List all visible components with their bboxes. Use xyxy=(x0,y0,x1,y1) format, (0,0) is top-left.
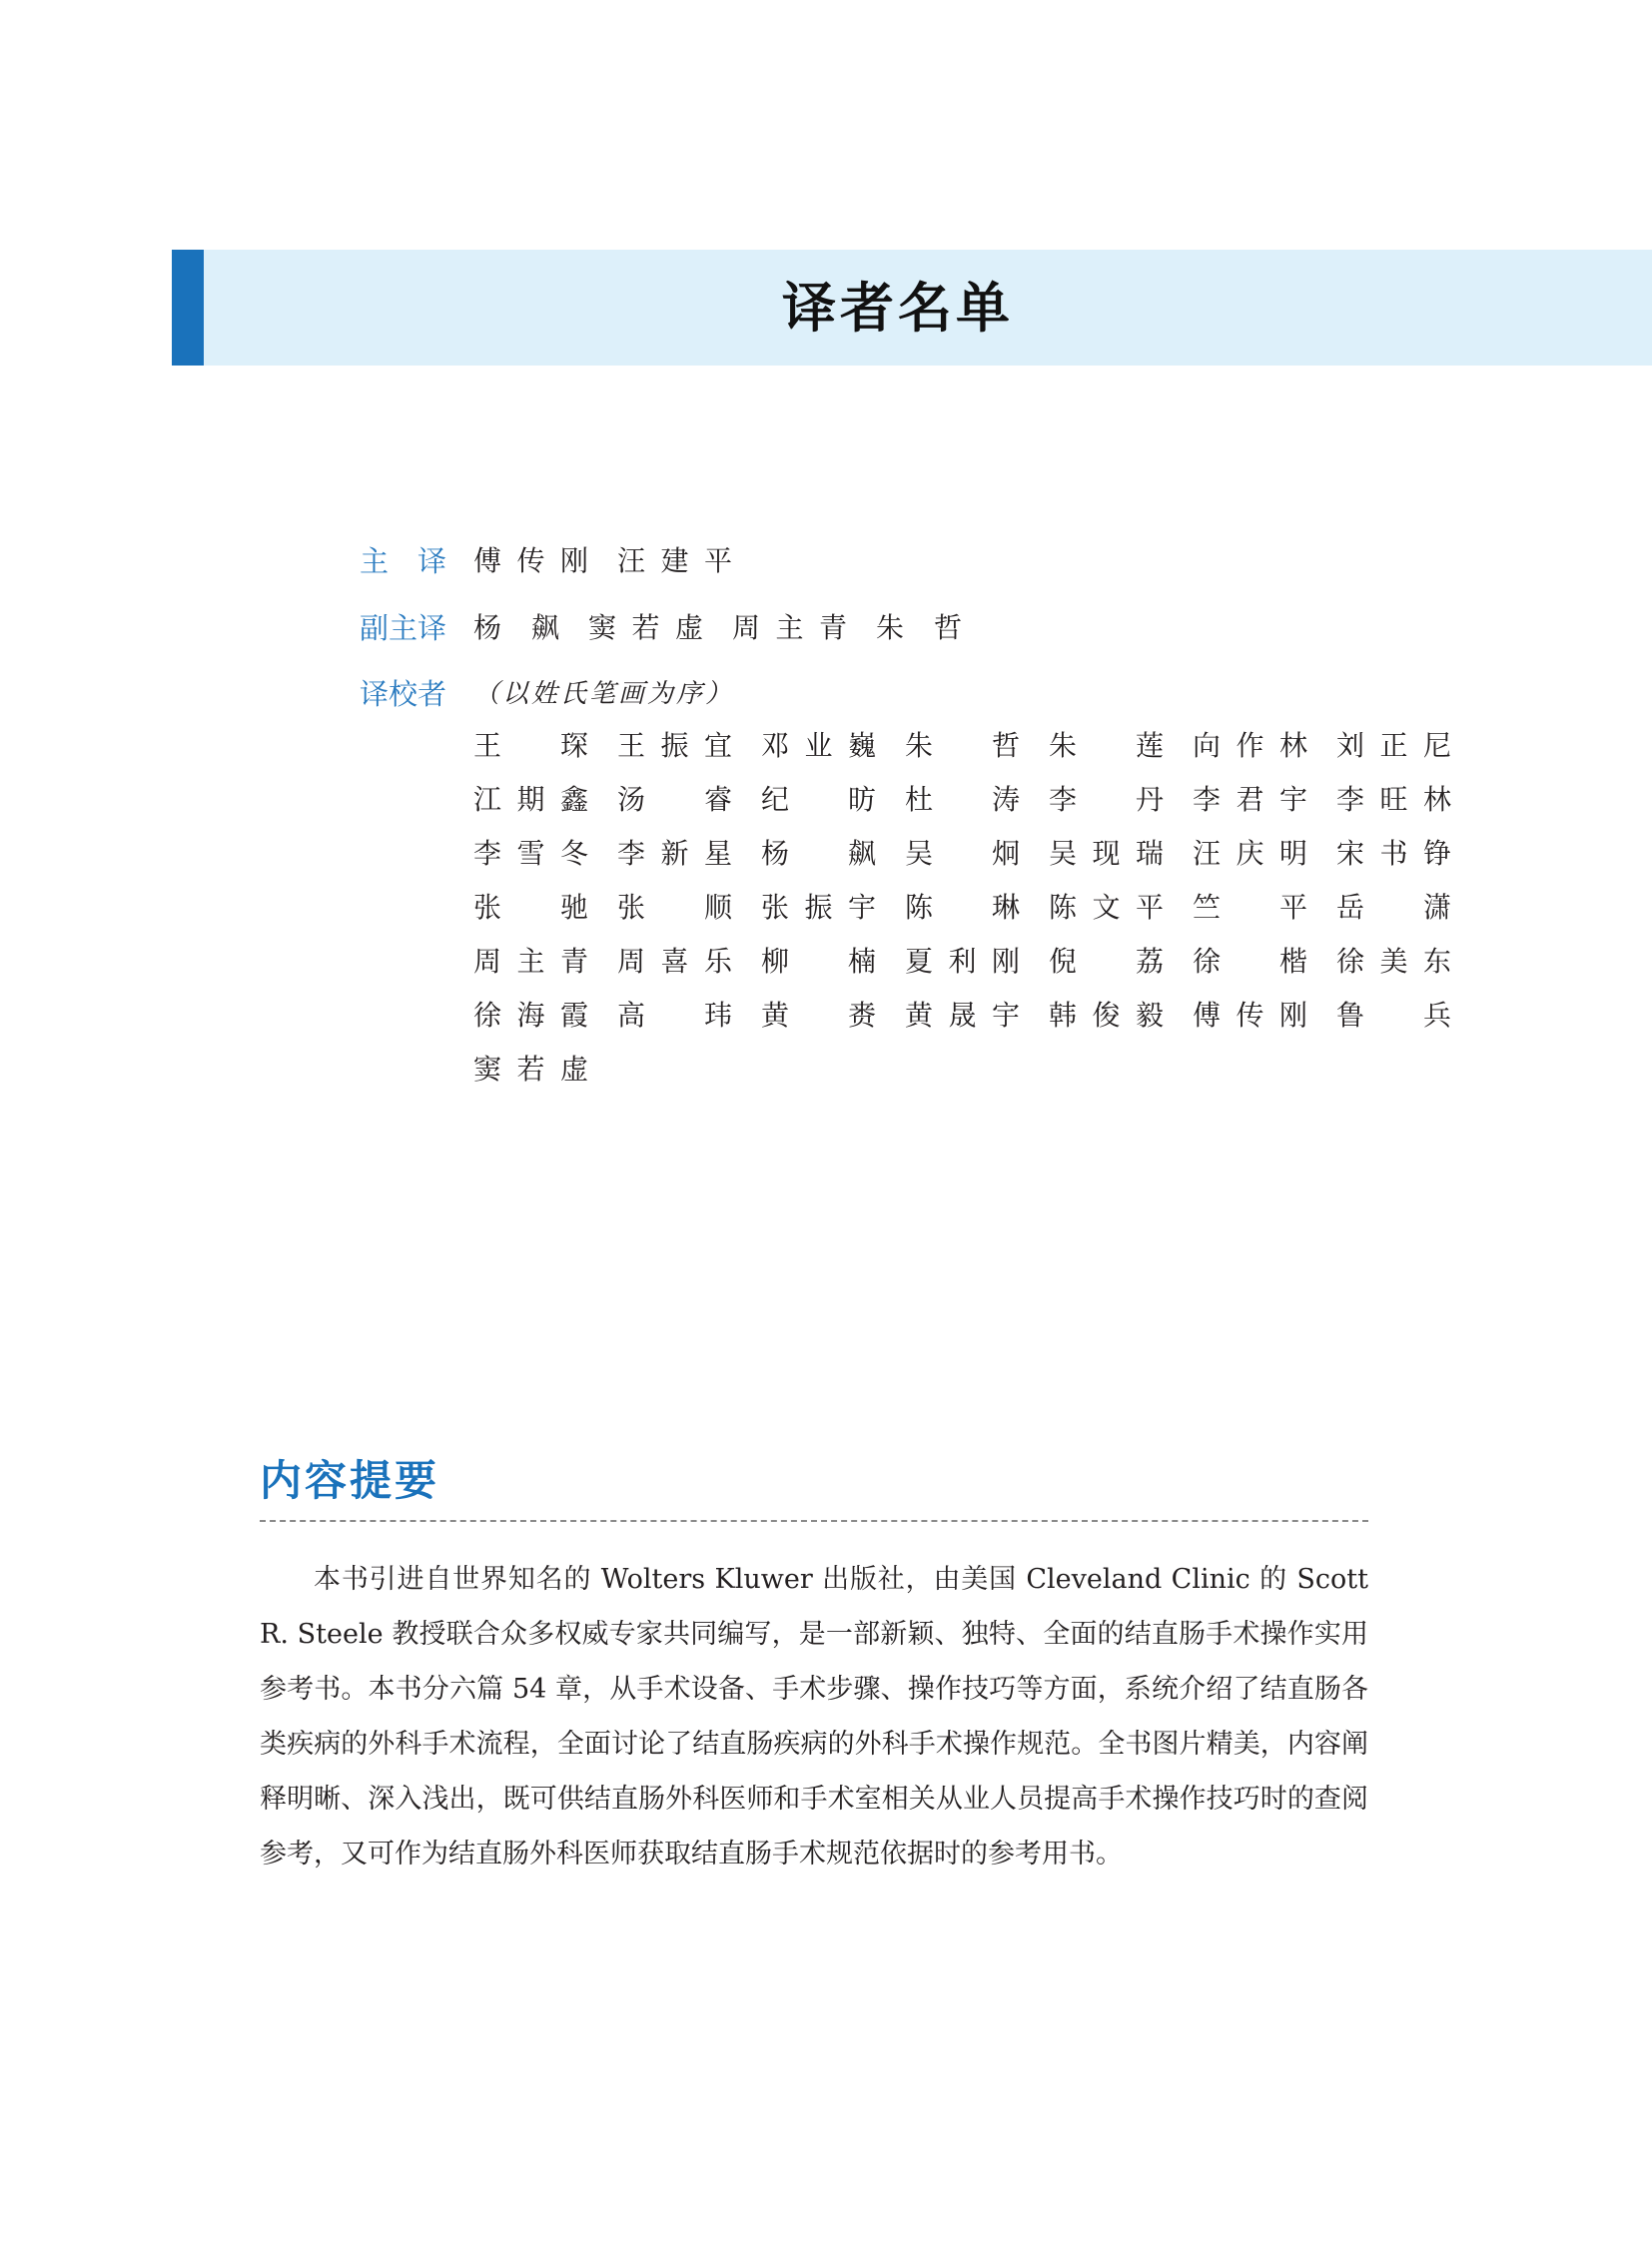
proofreader-name: 张 驰 xyxy=(473,891,588,924)
proofreader-name: 宋书铮 xyxy=(1336,837,1451,870)
proofreader-name: 朱 哲 xyxy=(905,729,1020,762)
proofreader-name: 杨 飙 xyxy=(761,837,876,870)
translator-name: 汪建平 xyxy=(617,544,732,577)
proofreader-name: 黄 赉 xyxy=(761,999,876,1032)
deputy-translator-names xyxy=(473,610,962,646)
title-accent-bar xyxy=(172,250,204,366)
proofreader-name: 徐 楷 xyxy=(1193,945,1307,978)
proofreader-row xyxy=(473,998,1451,1034)
proofreader-name: 朱 莲 xyxy=(1049,729,1164,762)
translator-name: 杨 飙 xyxy=(473,611,559,644)
proofreader-label: 译校者 xyxy=(360,677,447,711)
proofreader-row xyxy=(473,836,1451,872)
summary-divider xyxy=(260,1520,1368,1522)
proofreader-name: 黄晟宇 xyxy=(905,999,1020,1032)
page-title: 译者名单 xyxy=(782,276,1014,340)
proofreader-name: 陈 琳 xyxy=(905,891,1020,924)
chief-translator-label: 主 译 xyxy=(360,544,447,578)
proofreader-name: 李君宇 xyxy=(1193,783,1307,816)
proofreader-name: 韩俊毅 xyxy=(1049,999,1164,1032)
translator-name: 朱 哲 xyxy=(876,611,962,644)
proofreader-name: 鲁 兵 xyxy=(1336,999,1451,1032)
proofreader-name: 王 琛 xyxy=(473,729,588,762)
proofreader-name: 徐海霞 xyxy=(473,999,588,1032)
proofreader-name: 邓业巍 xyxy=(761,729,876,762)
proofreader-name: 张 顺 xyxy=(617,891,732,924)
proofreader-name: 吴现瑞 xyxy=(1049,837,1164,870)
proofreader-name: 傅传刚 xyxy=(1193,999,1307,1032)
translator-name: 窦若虚 xyxy=(588,611,703,644)
proofreader-name: 李新星 xyxy=(617,837,732,870)
proofreader-name: 窦若虚 xyxy=(473,1053,588,1086)
proofreader-name: 岳 潇 xyxy=(1336,891,1451,924)
proofreader-name: 竺 平 xyxy=(1193,891,1307,924)
proofreader-name: 向作林 xyxy=(1193,729,1307,762)
title-band xyxy=(172,250,1652,366)
proofreader-name: 江期鑫 xyxy=(473,783,588,816)
proofreader-name: 高 玮 xyxy=(617,999,732,1032)
proofreader-name: 吴 炯 xyxy=(905,837,1020,870)
proofreader-name: 柳 楠 xyxy=(761,945,876,978)
translator-name: 傅传刚 xyxy=(473,544,588,577)
deputy-translator-label: 副主译 xyxy=(360,611,447,645)
chief-translator-names xyxy=(473,543,732,579)
proofreader-name: 徐美东 xyxy=(1336,945,1451,978)
translator-name: 周主青 xyxy=(732,611,847,644)
summary-body: 本书引进自世界知名的 Wolters Kluwer 出版社，由美国 Cleveland Clinic 的 Scott R. Steele 教授联合众多权威专家共同编写，是一部新颖、独特、全面的结直肠手术操作实用参考书。本书分六篇 54 章，从手术设备、手术步骤、操作技巧等方面，系统介绍了结直肠各类疾病的外科手术流程，全面讨论了结直肠疾病的外科手术操作规范。全书图片精美，内容阐释明晰、深入浅出，既可供结直肠外科医师和手术室相关从业人员提高手术操作技巧时的查阅参考，又可作为结直肠外科医师获取结直肠手术规范依据时的参考用书。 xyxy=(260,1564,1368,1869)
proofreader-order-note: （以姓氏笔画为序） xyxy=(473,679,735,709)
proofreader-row xyxy=(473,890,1451,926)
proofreader-name: 汤 睿 xyxy=(617,783,732,816)
proofreader-row xyxy=(473,728,1451,764)
proofreader-name: 李 丹 xyxy=(1049,783,1164,816)
proofreader-row xyxy=(473,782,1451,818)
proofreader-name: 刘正尼 xyxy=(1336,729,1451,762)
proofreader-name: 李雪冬 xyxy=(473,837,588,870)
proofreader-name: 李旺林 xyxy=(1336,783,1451,816)
proofreader-name: 夏利刚 xyxy=(905,945,1020,978)
proofreader-row xyxy=(473,1052,588,1088)
proofreader-row xyxy=(473,944,1451,980)
proofreader-name: 陈文平 xyxy=(1049,891,1164,924)
proofreader-name: 周喜乐 xyxy=(617,945,732,978)
proofreader-name: 汪庆明 xyxy=(1193,837,1307,870)
proofreader-name: 倪 荔 xyxy=(1049,945,1164,978)
proofreader-name: 杜 涛 xyxy=(905,783,1020,816)
proofreader-name: 王振宜 xyxy=(617,729,732,762)
proofreader-name: 周主青 xyxy=(473,945,588,978)
proofreader-name: 张振宇 xyxy=(761,891,876,924)
proofreader-name: 纪 昉 xyxy=(761,783,876,816)
summary-heading: 内容提要 xyxy=(260,1456,440,1505)
